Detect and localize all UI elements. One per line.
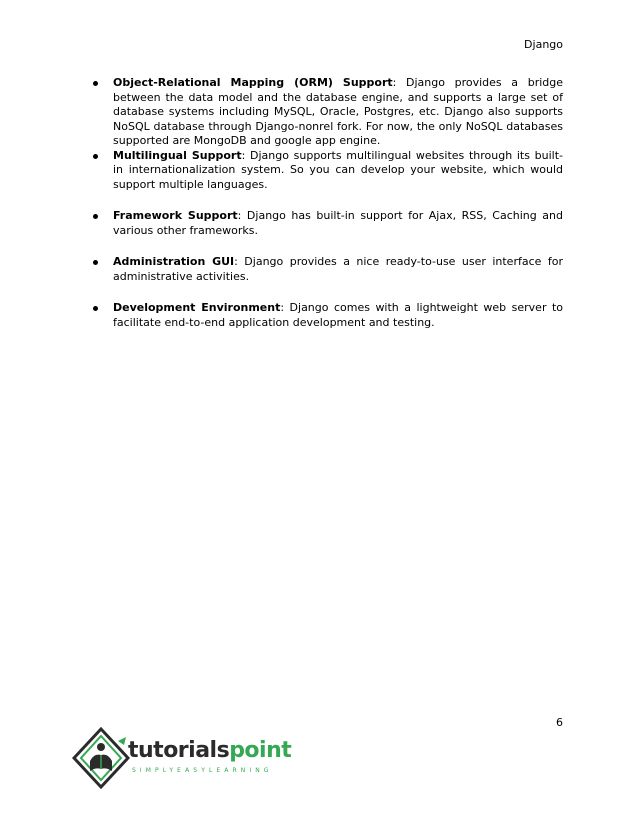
feature-term: Administration GUI [113, 255, 235, 268]
logo-mark-icon [72, 727, 130, 789]
logo-wordmark [128, 738, 291, 763]
feature-term: Multilingual Support [113, 148, 242, 162]
logo-word-accent: point [229, 738, 292, 763]
list-item [93, 209, 563, 238]
list-item [93, 255, 563, 284]
bullet-icon [93, 81, 98, 86]
feature-term: Development Environment [113, 301, 281, 314]
list-item [93, 76, 563, 149]
feature-text: : Django comes with a lightweight web server to facilitate end-to-end application development and testing. [113, 301, 563, 329]
logo-word-main: tutorials [128, 738, 230, 763]
feature-term: Framework Support [113, 209, 238, 222]
bullet-icon [93, 214, 98, 219]
bullet-icon [93, 306, 98, 311]
feature-text: : Django provides a bridge between the data model and the database engine, and supports a large set of database systems including MySQL, Oracle, Postgres, etc. Django also supports NoSQL database through Django-nonrel fork. For now, the only NoSQL databases supported are MongoDB and google app engine. [113, 76, 563, 147]
feature-text: : Django has built-in support for Ajax, RSS, Caching and various other frameworks. [113, 209, 563, 237]
feature-text: : Django provides a nice ready-to-use user interface for administrative activities. [113, 255, 563, 283]
bullet-icon [93, 154, 98, 159]
feature-list [93, 76, 563, 330]
bullet-icon [93, 260, 98, 265]
list-item [93, 301, 563, 330]
list-item [93, 149, 563, 193]
tutorialspoint-logo [72, 727, 292, 789]
feature-term: Object-Relational Mapping (ORM) Support [113, 76, 393, 89]
feature-text: : Django supports multilingual websites through its built-in internationalization system. So you can develop your website, which would support multiple languages. [113, 148, 563, 191]
page-header-title: Django [524, 38, 563, 51]
logo-tagline: SIMPLYEASYLEARNING [132, 767, 273, 774]
page-number: 6 [556, 716, 563, 729]
